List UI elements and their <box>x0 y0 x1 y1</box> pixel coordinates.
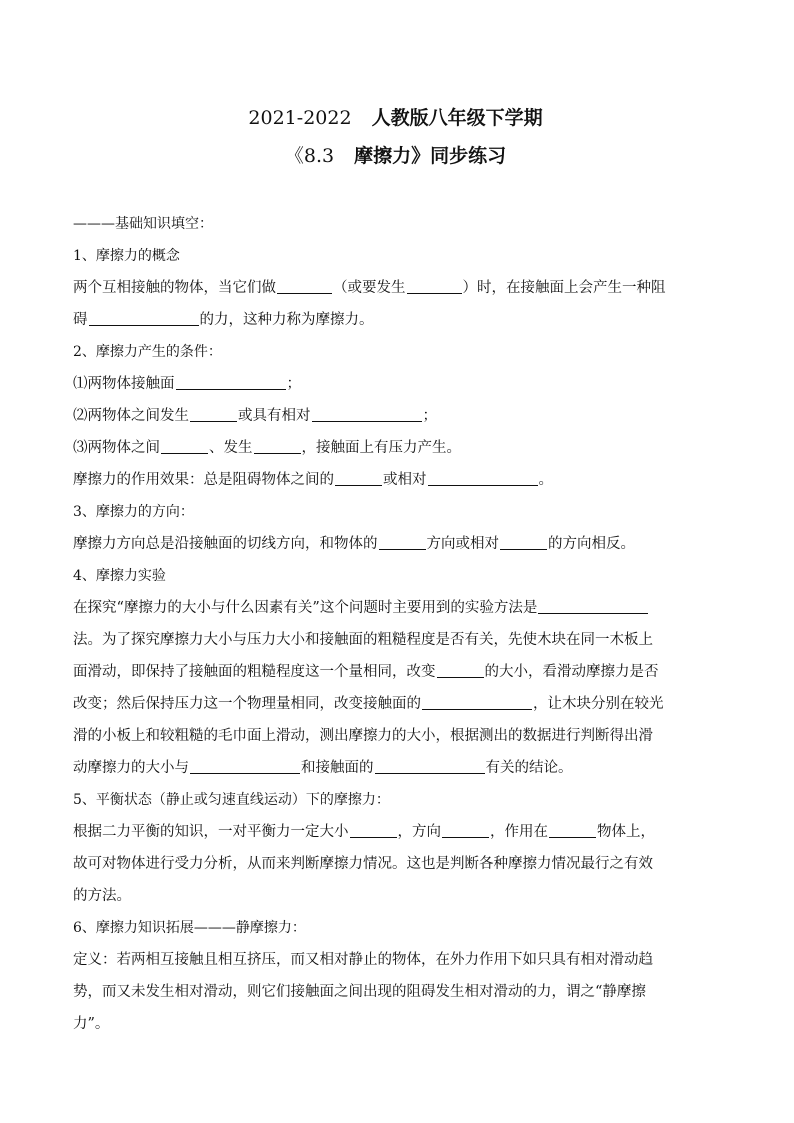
text: 物体上， <box>597 824 655 840</box>
section-4-line-4 <box>73 688 718 720</box>
section-3-line-1 <box>73 528 718 560</box>
text: 。 <box>538 472 553 488</box>
section-2-heading: 2、摩擦力产生的条件： <box>73 344 222 360</box>
blank-field[interactable] <box>437 661 484 678</box>
school-year: 2021-2022 <box>248 107 352 129</box>
blank-field[interactable] <box>335 469 382 486</box>
text: 、发生 <box>209 440 253 456</box>
document-subtitle <box>73 144 718 168</box>
text: 和接触面的 <box>301 760 374 776</box>
blank-field[interactable] <box>176 373 286 390</box>
title-main: 人教版八年级下学期 <box>371 107 543 129</box>
blank-field[interactable] <box>500 533 547 550</box>
text: ，作用在 <box>490 824 548 840</box>
section-1-line-1 <box>73 272 718 304</box>
section-4-line-6 <box>73 752 718 784</box>
text: 方向或相对 <box>426 536 499 552</box>
blank-field[interactable] <box>89 309 199 326</box>
text: 的力，这种力称为摩擦力。 <box>199 312 374 328</box>
text: ，接触面上有压力产生。 <box>301 440 461 456</box>
text: ⑶两物体之间 <box>73 440 160 456</box>
section-2-item-3 <box>73 432 718 464</box>
blank-field[interactable] <box>549 821 596 838</box>
blank-field[interactable] <box>407 277 462 294</box>
section-6-line-1: 定义：若两相互接触且相互挤压，而又相对静止的物体，在外力作用下如只具有相对滑动趋 <box>73 952 653 968</box>
blank-field[interactable] <box>161 437 208 454</box>
text: 面滑动，即保持了接触面的粗糙程度这一个量相同，改变 <box>73 664 436 680</box>
text: ）时，在接触面上会产生一种阻 <box>462 280 666 296</box>
text: ； <box>422 408 437 424</box>
text: （或要发生 <box>333 280 406 296</box>
topic-name: 摩擦力》同步练习 <box>354 145 507 167</box>
blank-field[interactable] <box>190 405 237 422</box>
section-4-line-3 <box>73 656 718 688</box>
section-6-line-2: 势，而又未发生相对滑动，则它们接触面之间出现的阻碍发生相对滑动的力，谓之“静摩擦 <box>73 984 646 1000</box>
section-4-line-5: 滑的小板上和较粗糙的毛巾面上滑动，测出摩擦力的大小，根据测出的数据进行判断得出滑 <box>73 728 653 744</box>
text: 两个互相接触的物体，当它们做 <box>73 280 276 296</box>
blank-field[interactable] <box>538 597 648 614</box>
text: 的方向相反。 <box>548 536 635 552</box>
section-4-line-1 <box>73 592 718 624</box>
topic-number: 《8.3 <box>284 145 335 167</box>
section-5-line-3: 的方法。 <box>73 888 131 904</box>
blank-field[interactable] <box>254 437 301 454</box>
section-5-line-2: 故可对物体进行受力分析，从而来判断摩擦力情况。这也是判断各种摩擦力情况最行之有效 <box>73 856 653 872</box>
blank-field[interactable] <box>422 693 532 710</box>
text: 在探究“摩擦力的大小与什么因素有关”这个问题时主要用到的实验方法是 <box>73 600 538 616</box>
text: ⑵两物体之间发生 <box>73 408 189 424</box>
text: 动摩擦力的大小与 <box>73 760 189 776</box>
text: 摩擦力方向总是沿接触面的切线方向，和物体的 <box>73 536 378 552</box>
text: ⑴两物体接触面 <box>73 376 175 392</box>
section-2-item-2 <box>73 400 718 432</box>
blank-field[interactable] <box>277 277 332 294</box>
blank-field[interactable] <box>190 757 300 774</box>
section-4-line-2: 法。为了探究摩擦力大小与压力大小和接触面的粗糙程度是否有关，先使木块在同一木板上 <box>73 632 653 648</box>
text: 摩擦力的作用效果：总是阻碍物体之间的 <box>73 472 334 488</box>
blank-field[interactable] <box>428 469 538 486</box>
section-1-line-2 <box>73 304 718 336</box>
section-6-line-3: 力”。 <box>73 1016 110 1032</box>
section-4-heading: 4、摩擦力实验 <box>73 568 166 584</box>
text: 有关的结论。 <box>485 760 573 776</box>
blank-field[interactable] <box>312 405 422 422</box>
text: ，让木块分别在较光 <box>533 696 664 712</box>
text: 改变；然后保持压力这一个物理量相同，改变接触面的 <box>73 696 421 712</box>
document-title <box>73 0 718 130</box>
blank-field[interactable] <box>375 757 485 774</box>
section-5-heading: 5、平衡状态（静止或匀速直线运动）下的摩擦力： <box>73 792 390 808</box>
text: 的大小，看滑动摩擦力是否 <box>484 664 659 680</box>
document-body <box>73 208 718 1040</box>
section-5-line-1 <box>73 816 718 848</box>
text: 或相对 <box>383 472 427 488</box>
section-2-item-1 <box>73 368 718 400</box>
text: ，方向 <box>397 824 441 840</box>
section-1-heading: 1、摩擦力的概念 <box>73 248 180 264</box>
section-3-heading: 3、摩擦力的方向： <box>73 504 194 520</box>
text: 碍 <box>73 312 88 328</box>
blank-field[interactable] <box>350 821 397 838</box>
section-2-effect <box>73 464 718 496</box>
blank-field[interactable] <box>379 533 426 550</box>
text: 根据二力平衡的知识，一对平衡力一定大小 <box>73 824 349 840</box>
section-6-heading: 6、摩擦力知识拓展———静摩擦力： <box>73 920 306 936</box>
blank-field[interactable] <box>442 821 489 838</box>
section-basic-heading: ———基础知识填空： <box>73 216 213 232</box>
text: ； <box>286 376 301 392</box>
text: 或具有相对 <box>238 408 311 424</box>
